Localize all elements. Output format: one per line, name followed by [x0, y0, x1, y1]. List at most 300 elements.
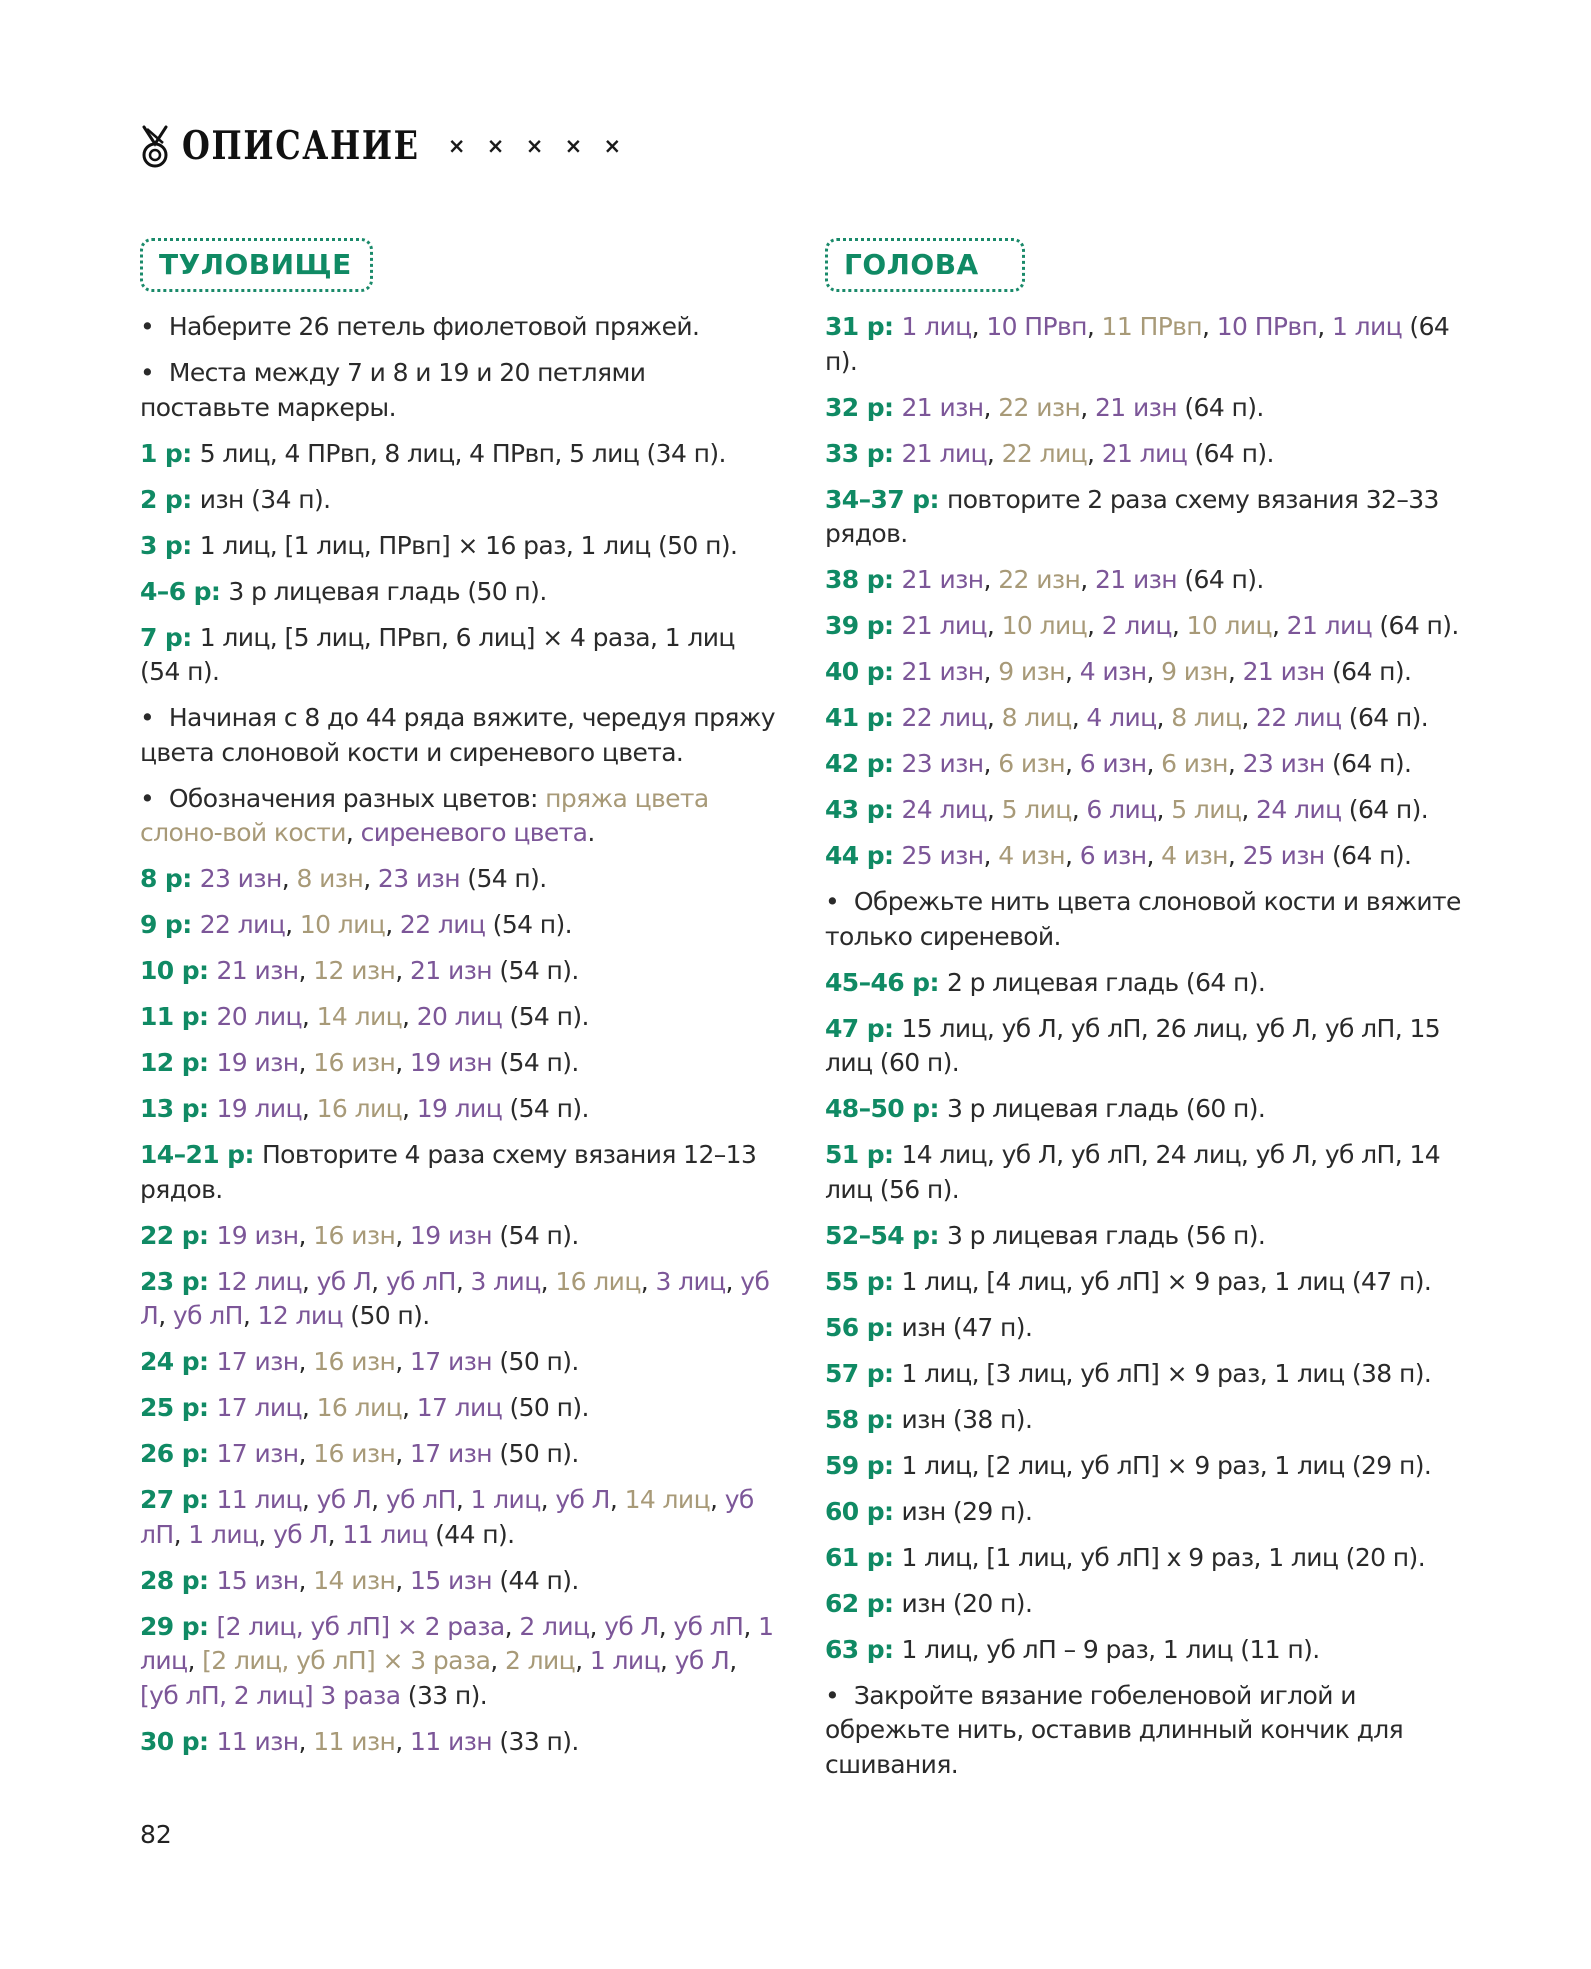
- instruction-text: уб лП: [385, 1485, 456, 1514]
- instruction-text: 17 лиц: [216, 1393, 302, 1422]
- instruction-text: ,: [1087, 438, 1102, 468]
- row-instruction: [140, 1138, 780, 1207]
- instruction-text: уб лП: [385, 1266, 456, 1296]
- instruction-text: 21 изн: [901, 565, 984, 594]
- instruction-text: сиреневого цвета: [360, 818, 588, 847]
- instruction-text: ,: [395, 956, 410, 985]
- instruction-text: (54 п).: [502, 1094, 589, 1123]
- instruction-text: 23 изн: [901, 749, 984, 778]
- row-label: 23 р:: [140, 1266, 217, 1296]
- instruction-text: ,: [1227, 841, 1243, 870]
- instruction-text: (54 п).: [492, 1048, 579, 1077]
- row-label: 12 р:: [140, 1048, 217, 1077]
- row-instruction: [140, 437, 780, 472]
- instruction-text: уб Л: [604, 1611, 659, 1641]
- section-heading-body: ТУЛОВИЩЕ: [140, 238, 373, 292]
- row-label: 38 р:: [825, 565, 902, 594]
- instruction-text: (54 п).: [459, 864, 547, 893]
- instruction-text: ,: [395, 1220, 410, 1250]
- instruction-text: 4 изн: [1079, 657, 1147, 686]
- row-label: 47 р:: [825, 1013, 902, 1043]
- instruction-text: ,: [298, 1048, 314, 1077]
- instruction-text: 11 изн: [216, 1726, 299, 1756]
- instruction-text: ,: [395, 1726, 410, 1756]
- instruction-text: 1 лиц: [901, 312, 972, 341]
- instruction-text: ,: [301, 1094, 317, 1123]
- instruction-text: 17 изн: [410, 1439, 493, 1468]
- instruction-text: ,: [1065, 749, 1080, 778]
- instruction-text: ,: [242, 1301, 258, 1330]
- row-instruction: [140, 483, 780, 518]
- instruction-text: (64 п).: [1341, 795, 1429, 824]
- instruction-text: 14 изн: [313, 1565, 396, 1595]
- row-instruction: [140, 1437, 780, 1472]
- row-instruction: [140, 1265, 780, 1334]
- page-number: 82: [140, 1820, 172, 1849]
- instruction-text: (50 п).: [502, 1393, 589, 1422]
- instruction-text: 22 лиц: [1001, 438, 1088, 468]
- instruction-text: ,: [986, 438, 1002, 468]
- instruction-text: (50 п).: [342, 1301, 430, 1330]
- instruction-text: ,: [983, 841, 999, 870]
- instruction-text: 1 лиц, [4 лиц, уб лП] × 9 раз, 1 лиц (47 п).: [901, 1266, 1432, 1296]
- instruction-text: ,: [1241, 795, 1257, 824]
- instruction-text: ,: [298, 956, 314, 985]
- row-instruction: [825, 793, 1465, 828]
- row-instruction: [825, 1587, 1465, 1622]
- instruction-text: 3 р лицевая гладь (60 п).: [946, 1094, 1266, 1123]
- instruction-text: ,: [1271, 611, 1287, 640]
- row-instruction: [140, 908, 780, 943]
- row-instruction: [825, 655, 1465, 690]
- instruction-text: 17 лиц: [416, 1393, 503, 1422]
- instruction-text: ,: [490, 1646, 505, 1675]
- instruction-text: уб Л: [555, 1485, 610, 1514]
- row-label: 48–50 р:: [825, 1094, 947, 1123]
- instruction-text: (33 п).: [492, 1726, 579, 1756]
- row-label: 11 р:: [140, 1002, 217, 1031]
- row-instruction: [825, 1541, 1465, 1576]
- instruction-text: изн (47 п).: [901, 1312, 1033, 1342]
- row-instruction: [140, 1483, 780, 1552]
- instruction-text: ,: [986, 795, 1002, 824]
- instruction-text: 1 лиц: [1331, 312, 1403, 341]
- instruction-text: 25 изн: [1242, 841, 1325, 870]
- instruction-text: (64 п).: [1324, 749, 1412, 778]
- instruction-text: 16 лиц: [316, 1393, 403, 1422]
- row-label: 22 р:: [140, 1220, 217, 1250]
- instruction-text: 23 изн: [377, 864, 460, 893]
- row-instruction: [825, 563, 1465, 598]
- instruction-text: Места между 7 и 8 и 19 и 20 петлями поставьте маркеры.: [140, 358, 646, 422]
- instruction-text: 16 изн: [313, 1347, 396, 1376]
- row-instruction: [825, 609, 1465, 644]
- row-instruction: [825, 966, 1465, 1001]
- instruction-text: 24 лиц: [901, 795, 987, 824]
- instruction-text: 2 лиц: [519, 1611, 590, 1641]
- instruction-text: 20 лиц: [416, 1002, 503, 1031]
- instruction-text: (64 п).: [1177, 565, 1264, 594]
- instruction-text: [уб лП, 2 лиц] 3 раза: [140, 1680, 401, 1710]
- instruction-text: 2 р лицевая гладь (64 п).: [946, 967, 1266, 997]
- instruction-text: 21 изн: [901, 657, 984, 686]
- row-label: 56 р:: [825, 1312, 902, 1342]
- instruction-text: ,: [983, 749, 999, 778]
- instruction-text: уб Л: [273, 1519, 328, 1549]
- instruction-text: 11 лиц: [342, 1519, 428, 1549]
- instruction-text: 19 изн: [216, 1220, 299, 1250]
- row-instruction: [825, 391, 1465, 426]
- instruction-text: ,: [371, 1485, 386, 1514]
- instruction-text: ,: [173, 1519, 189, 1549]
- row-instruction: [140, 575, 780, 610]
- instruction-text: ,: [455, 1266, 471, 1296]
- instruction-text: 1 лиц, [1 лиц, уб лП] х 9 раз, 1 лиц (20 п).: [901, 1542, 1426, 1572]
- row-instruction: [140, 1092, 780, 1127]
- instruction-text: ,: [1146, 749, 1162, 778]
- instruction-text: [2 лиц, уб лП] × 3 раза: [202, 1646, 491, 1675]
- instruction-text: ,: [345, 818, 361, 847]
- instruction-text: ,: [540, 1266, 556, 1296]
- instruction-text: (64 п).: [1324, 657, 1412, 686]
- instruction-text: [2 лиц, уб лП] × 2 раза: [216, 1611, 505, 1641]
- row-instruction: [825, 1495, 1465, 1530]
- instruction-text: 16 изн: [313, 1048, 396, 1077]
- instruction-text: 1 лиц: [589, 1646, 660, 1675]
- instruction-text: 1 лиц: [470, 1485, 541, 1514]
- instruction-text: ,: [1071, 703, 1087, 732]
- row-instruction: [825, 1357, 1465, 1392]
- instruction-text: ,: [1080, 565, 1095, 594]
- instruction-text: 6 изн: [1079, 749, 1147, 778]
- instruction-text: 21 изн: [410, 956, 493, 985]
- instruction-text: 2 лиц: [1101, 611, 1172, 640]
- instruction-text: (64 п).: [1372, 611, 1459, 640]
- instruction-text: ,: [187, 1646, 203, 1675]
- instruction-text: 1 лиц, уб лП – 9 раз, 1 лиц (11 п).: [901, 1634, 1320, 1664]
- row-instruction: [140, 529, 780, 564]
- instruction-text: 11 лиц: [216, 1485, 302, 1514]
- instruction-text: (44 п).: [492, 1565, 579, 1595]
- row-label: 57 р:: [825, 1358, 902, 1388]
- instruction-text: (54 п).: [492, 1220, 579, 1250]
- instruction-text: 21 лиц: [1101, 438, 1188, 468]
- row-label: 9 р:: [140, 910, 200, 939]
- row-label: 33 р:: [825, 438, 902, 468]
- instruction-text: 19 изн: [216, 1048, 299, 1077]
- instruction-text: ,: [301, 1485, 317, 1514]
- instruction-text: Наберите 26 петель фиолетовой пряжей.: [168, 312, 700, 341]
- instruction-text: (54 п).: [492, 956, 579, 985]
- instruction-text: ,: [986, 611, 1002, 640]
- instruction-text: 8 лиц: [1171, 703, 1242, 732]
- instruction-text: 16 изн: [313, 1439, 396, 1468]
- instruction-text: ,: [1317, 312, 1332, 341]
- row-label: 4–6 р:: [140, 576, 229, 606]
- instruction-text: Закройте вязание гобеленовой иглой и обрежьте нить, оставив длинный кончик для сшивания.: [825, 1680, 1404, 1779]
- instruction-text: (54 п).: [502, 1002, 589, 1031]
- section-heading-head: ГОЛОВА: [825, 238, 1025, 292]
- instruction-text: изн (38 п).: [901, 1404, 1033, 1434]
- instruction-text: ,: [504, 1611, 520, 1641]
- instruction-text: 8 лиц: [1001, 703, 1072, 732]
- row-instruction: [825, 1138, 1465, 1207]
- instruction-text: уб лП: [673, 1611, 744, 1641]
- instruction-text: пряжа цвета слоно-вой кости: [140, 783, 709, 847]
- instruction-text: 21 изн: [1095, 565, 1178, 594]
- row-label: 13 р:: [140, 1094, 217, 1123]
- instruction-text: 14 лиц, уб Л, уб лП, 24 лиц, уб Л, уб лП, 14 лиц (56 п).: [825, 1140, 1441, 1204]
- instruction-text: 22 изн: [998, 392, 1081, 422]
- instruction-text: 12 лиц: [257, 1301, 343, 1330]
- instruction-text: ,: [301, 1393, 317, 1422]
- instruction-text: 14 лиц: [624, 1485, 710, 1514]
- instruction-text: 20 лиц: [216, 1002, 302, 1031]
- instruction-text: изн (20 п).: [901, 1588, 1033, 1618]
- row-label: 51 р:: [825, 1140, 902, 1169]
- instruction-text: (64 п).: [1177, 392, 1264, 422]
- row-instruction: [825, 437, 1465, 472]
- head-instructions: [825, 310, 1465, 1782]
- note-item: [825, 885, 1465, 954]
- instruction-text: ,: [455, 1485, 471, 1514]
- row-instruction: [140, 954, 780, 989]
- instruction-text: 19 изн: [410, 1048, 493, 1077]
- instruction-text: ,: [1171, 611, 1187, 640]
- row-label: 14–21 р:: [140, 1140, 262, 1169]
- head-column: [825, 238, 1465, 1794]
- row-label: 42 р:: [825, 749, 902, 778]
- instruction-text: 1 лиц: [188, 1519, 259, 1549]
- instruction-text: 2 лиц: [505, 1646, 576, 1675]
- row-instruction: [825, 839, 1465, 874]
- instruction-text: ,: [281, 864, 297, 893]
- row-label: 59 р:: [825, 1450, 902, 1480]
- instruction-text: 12 лиц: [216, 1266, 302, 1296]
- instruction-text: 19 лиц: [216, 1094, 302, 1123]
- instruction-text: ,: [1146, 841, 1162, 870]
- instruction-text: ,: [575, 1646, 590, 1675]
- row-label: 40 р:: [825, 657, 902, 686]
- instruction-text: 22 лиц: [199, 910, 286, 939]
- instruction-text: ,: [1146, 657, 1162, 686]
- instruction-text: 21 лиц: [901, 611, 987, 640]
- page-title: ОПИСАНИЕ: [182, 123, 420, 169]
- row-label: 45–46 р:: [825, 967, 947, 997]
- row-label: 3 р:: [140, 530, 200, 560]
- instruction-text: 6 изн: [1079, 841, 1147, 870]
- instruction-text: 8 изн: [296, 864, 364, 893]
- row-label: 7 р:: [140, 622, 200, 652]
- instruction-text: повторите 2 раза схему вязания 32–33 рядов.: [825, 484, 1439, 548]
- instruction-text: ,: [710, 1485, 725, 1514]
- row-instruction: [825, 701, 1465, 736]
- body-column: [140, 238, 780, 1771]
- instruction-text: ,: [1071, 795, 1087, 824]
- instruction-text: ,: [285, 910, 300, 939]
- instruction-text: ,: [971, 312, 987, 341]
- instruction-text: 17 изн: [216, 1347, 299, 1376]
- row-label: 25 р:: [140, 1393, 217, 1422]
- instruction-text: 1 лиц, [5 лиц, ПРвп, 6 лиц] × 4 раза, 1 лиц (54 п).: [140, 622, 735, 686]
- instruction-text: ,: [258, 1519, 274, 1549]
- instruction-text: 15 лиц, уб Л, уб лП, 26 лиц, уб Л, уб лП, 15 лиц (60 п).: [825, 1013, 1441, 1077]
- instruction-text: уб Л: [316, 1266, 372, 1296]
- note-item: [140, 701, 780, 770]
- instruction-text: ,: [609, 1485, 625, 1514]
- body-instructions: [140, 310, 780, 1759]
- instruction-text: (54 п).: [485, 910, 573, 939]
- row-instruction: [140, 1046, 780, 1081]
- instruction-text: 23 изн: [199, 864, 282, 893]
- instruction-text: ,: [301, 1002, 317, 1031]
- instruction-text: ,: [298, 1565, 314, 1595]
- instruction-text: (64 п).: [1324, 841, 1412, 870]
- row-instruction: [825, 1633, 1465, 1668]
- instruction-text: .: [587, 818, 595, 847]
- instruction-text: ,: [385, 910, 400, 939]
- instruction-text: (50 п).: [492, 1439, 579, 1468]
- instruction-text: 16 лиц: [555, 1266, 641, 1296]
- row-label: 44 р:: [825, 841, 902, 870]
- instruction-text: 21 изн: [901, 392, 984, 422]
- instruction-text: Повторите 4 раза схему вязания 12–13 рядов.: [140, 1140, 757, 1204]
- row-instruction: [825, 1403, 1465, 1438]
- instruction-text: ,: [363, 864, 378, 893]
- row-label: 29 р:: [140, 1611, 217, 1641]
- row-label: 60 р:: [825, 1496, 902, 1526]
- instruction-text: 14 лиц: [316, 1002, 403, 1031]
- instruction-text: 17 изн: [410, 1347, 493, 1376]
- instruction-text: 21 лиц: [1286, 611, 1373, 640]
- yarn-ball-icon: [138, 123, 172, 169]
- row-label: 63 р:: [825, 1634, 902, 1664]
- instruction-text: 16 лиц: [316, 1094, 403, 1123]
- row-instruction: [140, 1000, 780, 1035]
- row-label: 1 р:: [140, 438, 200, 468]
- instruction-text: 3 лиц: [470, 1266, 541, 1296]
- instruction-text: ,: [298, 1347, 314, 1376]
- instruction-text: 21 лиц: [901, 438, 987, 468]
- row-label: 8 р:: [140, 864, 200, 893]
- instruction-text: 22 изн: [998, 565, 1081, 594]
- instruction-text: ,: [395, 1048, 410, 1077]
- instruction-text: ,: [1227, 657, 1243, 686]
- instruction-text: ,: [1227, 749, 1243, 778]
- instruction-text: ,: [402, 1094, 417, 1123]
- instruction-text: ,: [540, 1485, 556, 1514]
- instruction-text: 15 изн: [216, 1565, 299, 1595]
- row-instruction: [825, 1449, 1465, 1484]
- instruction-text: 25 изн: [901, 841, 984, 870]
- instruction-text: ,: [298, 1439, 314, 1468]
- instruction-text: ,: [1065, 841, 1080, 870]
- instruction-text: Начиная с 8 до 44 ряда вяжите, чередуя пряжу цвета слоновой кости и сиреневого цвета.: [140, 703, 775, 767]
- row-instruction: [825, 1219, 1465, 1254]
- row-label: 30 р:: [140, 1726, 217, 1756]
- row-instruction: [825, 1311, 1465, 1346]
- instruction-text: 24 лиц: [1256, 795, 1342, 824]
- row-label: 52–54 р:: [825, 1220, 947, 1250]
- instruction-text: ,: [658, 1611, 674, 1641]
- instruction-text: ,: [983, 657, 999, 686]
- instruction-text: 21 изн: [216, 956, 299, 985]
- row-instruction: [140, 621, 780, 690]
- row-label: 2 р:: [140, 484, 200, 514]
- row-label: 34–37 р:: [825, 484, 947, 514]
- row-instruction: [825, 483, 1465, 552]
- row-label: 26 р:: [140, 1439, 217, 1468]
- instruction-text: 1 лиц, [3 лиц, уб лП] × 9 раз, 1 лиц (38 п).: [901, 1358, 1432, 1388]
- instruction-text: (64 п).: [1341, 703, 1429, 732]
- instruction-text: 11 изн: [410, 1726, 493, 1756]
- instruction-text: 21 изн: [1242, 657, 1325, 686]
- instruction-text: 16 изн: [313, 1220, 396, 1250]
- instruction-text: ,: [659, 1646, 675, 1675]
- instruction-text: 4 изн: [998, 841, 1065, 870]
- instruction-text: (44 п).: [427, 1519, 515, 1549]
- instruction-text: 9 изн: [998, 657, 1065, 686]
- page-header: [138, 118, 628, 174]
- instruction-text: ,: [725, 1266, 741, 1296]
- instruction-text: 10 лиц: [299, 910, 386, 939]
- instruction-text: ,: [395, 1565, 410, 1595]
- instruction-text: 3 р лицевая гладь (50 п).: [228, 576, 547, 606]
- instruction-text: 1 лиц: [140, 1611, 774, 1675]
- row-instruction: [825, 310, 1465, 379]
- instruction-text: ,: [1241, 703, 1257, 732]
- instruction-text: ,: [743, 1611, 759, 1641]
- instruction-text: 12 изн: [313, 956, 396, 985]
- instruction-text: изн (34 п).: [199, 484, 331, 514]
- instruction-text: 21 изн: [1095, 392, 1178, 422]
- note-item: [140, 782, 780, 851]
- row-instruction: [825, 1012, 1465, 1081]
- row-instruction: [825, 1092, 1465, 1127]
- instruction-text: уб лП: [172, 1301, 243, 1330]
- row-instruction: [140, 1345, 780, 1380]
- instruction-text: ,: [158, 1301, 173, 1330]
- row-instruction: [140, 1391, 780, 1426]
- instruction-text: 22 лиц: [399, 910, 486, 939]
- instruction-text: 6 лиц: [1086, 795, 1157, 824]
- row-label: 43 р:: [825, 795, 902, 824]
- instruction-text: 6 изн: [998, 749, 1065, 778]
- row-label: 55 р:: [825, 1266, 902, 1296]
- instruction-text: (33 п).: [400, 1680, 488, 1710]
- instruction-text: 5 лиц: [1001, 795, 1072, 824]
- instruction-text: ,: [1202, 312, 1217, 341]
- row-label: 31 р:: [825, 312, 902, 341]
- instruction-text: ,: [301, 1266, 317, 1296]
- instruction-text: 19 изн: [410, 1220, 493, 1250]
- title-decoration: × × × × ×: [447, 134, 629, 158]
- instruction-text: 15 изн: [410, 1565, 493, 1595]
- instruction-text: 22 лиц: [901, 703, 987, 732]
- instruction-text: 22 лиц: [1256, 703, 1342, 732]
- instruction-text: ,: [1156, 703, 1172, 732]
- instruction-text: ,: [640, 1266, 656, 1296]
- instruction-text: уб лП: [140, 1485, 754, 1549]
- row-label: 39 р:: [825, 611, 902, 640]
- instruction-text: ,: [729, 1646, 737, 1675]
- instruction-text: 10 лиц: [1186, 611, 1272, 640]
- row-instruction: [825, 747, 1465, 782]
- instruction-text: 5 лиц: [1171, 795, 1242, 824]
- row-label: 41 р:: [825, 703, 902, 732]
- note-item: [140, 356, 780, 425]
- instruction-text: ,: [395, 1439, 410, 1468]
